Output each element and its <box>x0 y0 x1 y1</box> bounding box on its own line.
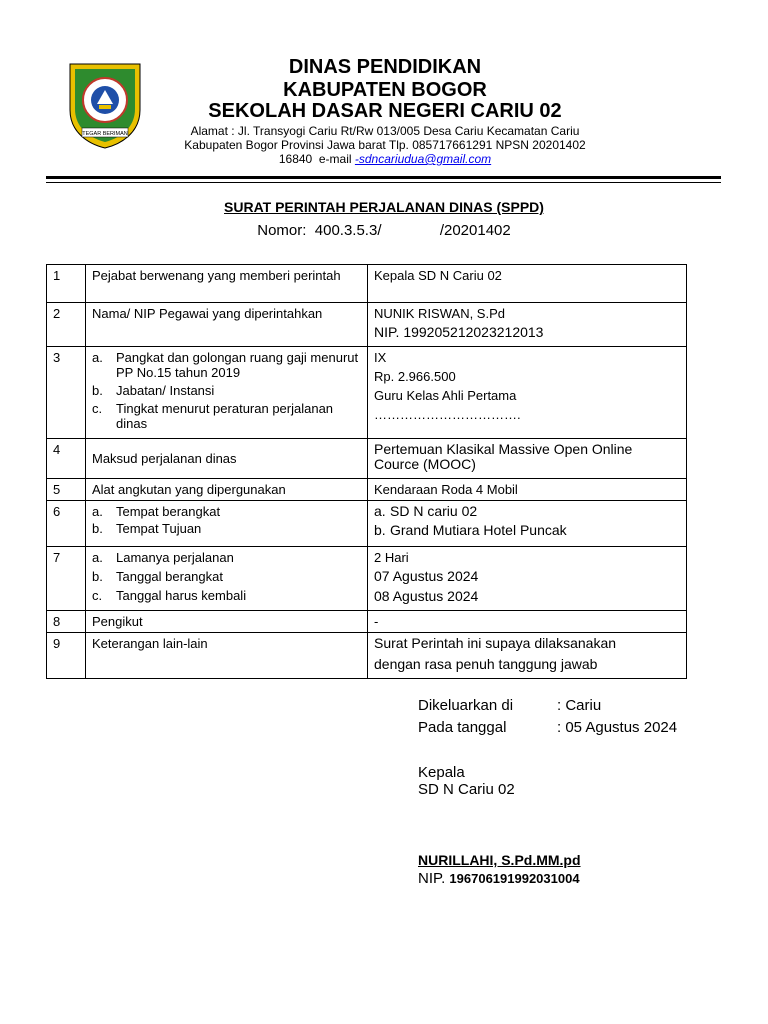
table-row <box>47 547 687 611</box>
table-row <box>47 633 687 679</box>
remarks-line-2: dengan rasa penuh tanggung jawab <box>374 656 598 672</box>
document-number: Nomor: 400.3.5.3/ /20201402 <box>257 222 511 239</box>
rank-value: IX <box>374 350 387 365</box>
list-item: a. Tempat berangkat <box>92 504 221 519</box>
row-number: 1 <box>47 265 86 303</box>
row-label: Nama/ NIP Pegawai yang diperintahkan <box>86 303 368 347</box>
issued-place-label: Dikeluarkan di <box>418 697 514 714</box>
header-line-1: DINAS PENDIDIKAN <box>288 56 482 78</box>
row-label <box>86 501 368 547</box>
address-line-2: Kabupaten Bogor Provinsi Jawa barat Tlp. 085717661291 NPSN 20201402 <box>184 138 586 152</box>
header-line-2: KABUPATEN BOGOR <box>283 79 487 101</box>
address-line-1: Alamat : Jl. Transyogi Cariu Rt/Rw 013/005 Desa Cariu Kecamatan Cariu <box>190 124 580 138</box>
email-link[interactable]: -sdncariudua@gmail.com <box>354 152 492 166</box>
row-value <box>368 547 687 611</box>
row-number: 8 <box>47 611 86 633</box>
table-row <box>47 265 687 303</box>
list-item: a. Lamanya perjalanan <box>92 550 234 565</box>
header-rule-thick <box>46 176 721 179</box>
list-item: c. Tanggal harus kembali <box>92 588 247 603</box>
table-row <box>47 303 687 347</box>
row-number: 9 <box>47 633 86 679</box>
row-label: Keterangan lain-lain <box>86 633 368 679</box>
row-number: 5 <box>47 479 86 501</box>
signer-nip-label: NIP. <box>418 870 446 887</box>
duration-value: 2 Hari <box>374 550 409 565</box>
list-item: b. Tempat Tujuan <box>92 521 202 536</box>
list-item: b. Grand Mutiara Hotel Puncak <box>374 522 567 538</box>
row-label: Pejabat berwenang yang memberi perintah <box>86 265 368 303</box>
address-prefix: 16840 e-mail <box>278 152 355 166</box>
remarks-line-1: Surat Perintah ini supaya dilaksanakan <box>374 635 617 651</box>
header-rule-thin <box>46 182 721 183</box>
position-value: Guru Kelas Ahli Pertama <box>374 388 517 403</box>
row-value <box>368 501 687 547</box>
row-label <box>86 547 368 611</box>
table-row <box>47 479 687 501</box>
row-value <box>368 347 687 439</box>
signer-name: NURILLAHI, S.Pd.MM.pd <box>418 852 581 868</box>
sppd-table <box>46 264 687 679</box>
row-label: Maksud perjalanan dinas <box>86 439 368 479</box>
row-label: Alat angkutan yang dipergunakan <box>86 479 368 501</box>
issued-date-value: : 05 Agustus 2024 <box>557 719 678 736</box>
return-date: 08 Agustus 2024 <box>374 588 479 604</box>
employee-name: NUNIK RISWAN, S.Pd <box>374 306 505 321</box>
row-number: 3 <box>47 347 86 439</box>
list-item: a. SD N cariu 02 <box>374 503 478 519</box>
signer-position-2: SD N Cariu 02 <box>418 781 515 798</box>
row-number: 2 <box>47 303 86 347</box>
row-label: Pengikut <box>86 611 368 633</box>
row-number: 7 <box>47 547 86 611</box>
signer-nip <box>418 870 580 887</box>
signer-position-1: Kepala <box>418 764 465 781</box>
table-row <box>47 611 687 633</box>
row-value: Kepala SD N Cariu 02 <box>368 265 687 303</box>
row-value: Pertemuan Klasikal Massive Open Online Cource (MOOC) <box>368 439 687 479</box>
row-value <box>368 633 687 679</box>
logo-motto: TEGAR BERIMAN <box>82 131 128 137</box>
travel-level-value: ……………………………. <box>374 407 521 422</box>
signer-nip-value: 196706191992031004 <box>449 871 580 886</box>
table-row <box>47 439 687 479</box>
header-line-3: SEKOLAH DASAR NEGERI CARIU 02 <box>208 100 562 122</box>
row-value: Kendaraan Roda 4 Mobil <box>368 479 687 501</box>
row-number: 4 <box>47 439 86 479</box>
table-row <box>47 501 687 547</box>
list-item: b. Tanggal berangkat <box>92 569 223 584</box>
list-item: a. Pangkat dan golongan ruang gaji menurut PP No.15 tahun 2019 <box>92 350 359 380</box>
school-logo <box>66 60 144 150</box>
row-label <box>86 347 368 439</box>
document-title: SURAT PERINTAH PERJALANAN DINAS (SPPD) <box>224 199 544 215</box>
row-value <box>368 303 687 347</box>
address-line-3 <box>160 152 610 166</box>
issued-place-value: : Cariu <box>557 697 602 714</box>
issued-date-label: Pada tanggal <box>418 719 507 736</box>
departure-date: 07 Agustus 2024 <box>374 568 479 584</box>
row-number: 6 <box>47 501 86 547</box>
list-item: c. Tingkat menurut peraturan perjalanan dinas <box>92 401 334 431</box>
employee-nip: NIP. 199205212023212013 <box>374 324 544 340</box>
list-item: b. Jabatan/ Instansi <box>92 383 215 398</box>
row-value: - <box>368 611 687 633</box>
salary-value: Rp. 2.966.500 <box>374 369 456 384</box>
table-row <box>47 347 687 439</box>
